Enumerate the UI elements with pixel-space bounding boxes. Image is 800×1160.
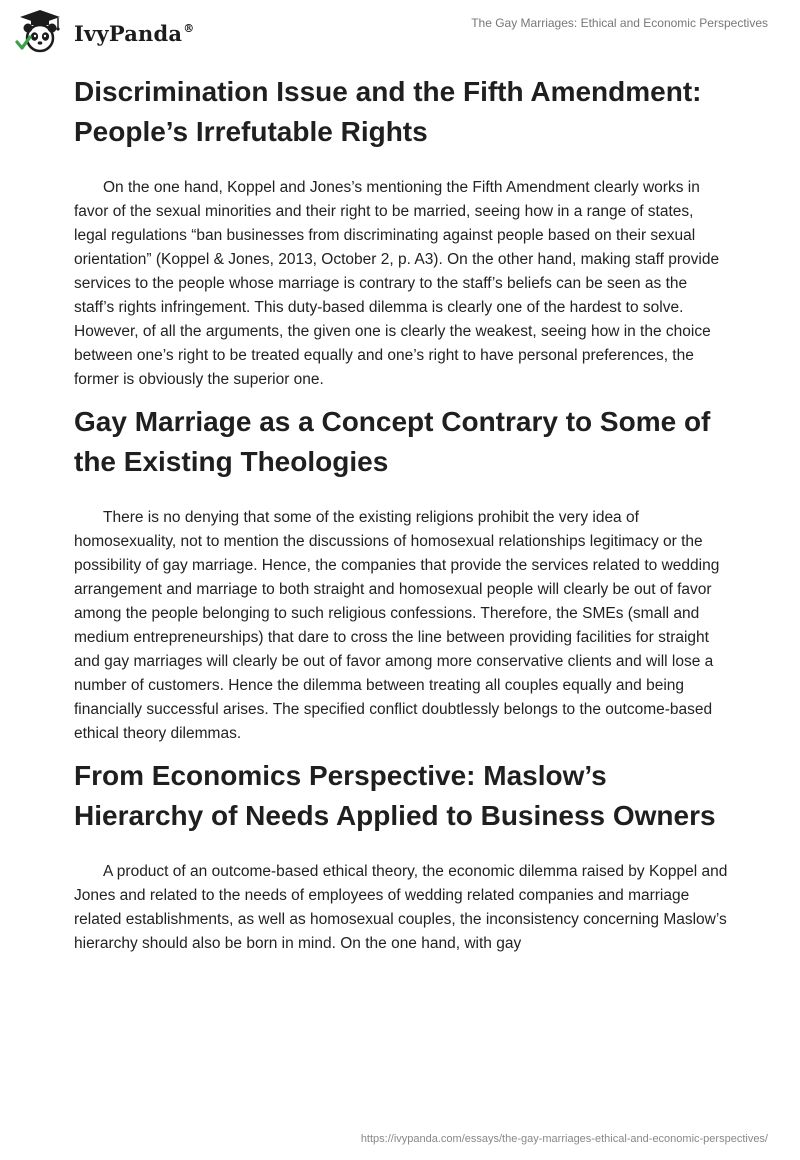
document-title: The Gay Marriages: Ethical and Economic Perspectives [471, 16, 768, 30]
section-paragraph: There is no denying that some of the existing religions prohibit the very idea of homosexuality, not to mention the discussions of homosexual relationships legitimacy or the possibility of gay marriage. Hence, the companies that provide the services related to wedding arrangement and marriage to both straight and homosexual people will clearly be out of favor among the people belonging to such religious confessions. Therefore, the SMEs (small and medium entrepreneurships) that dare to cross the line between providing facilities for straight and gay marriages will clearly be out of favor among more conservative clients and will lose a number of customers. Hence the dilemma between treating all couples equally and being financially successful arises. The specified conflict doubtlessly belongs to the outcome-based ethical theory dilemmas. [74, 509, 720, 742]
section-paragraph: On the one hand, Koppel and Jones’s mentioning the Fifth Amendment clearly works in favor of the sexual minorities and their right to be married, seeing how in a range of states, legal regulations “ban businesses from discriminating against people based on their sexual orientation” (Koppel & Jones, 2013, October 2, p. A3). On the other hand, making staff provide services to the people whose marriage is contrary to the staff’s beliefs can be seen as the staff’s rights infringement. This duty-based dilemma is clearly one of the hardest to solve. However, of all the arguments, the given one is clearly the weakest, seeing how in the choice between one’s right to be treated equally and one’s right to have personal preferences, the former is obviously the superior one. [74, 179, 720, 388]
essay-content [74, 72, 730, 956]
panda-graduate-icon [14, 8, 66, 54]
section-heading: Discrimination Issue and the Fifth Amendment: People’s Irrefutable Rights [74, 76, 702, 147]
brand-name: IvyPanda® [74, 20, 195, 46]
section-paragraph: A product of an outcome-based ethical theory, the economic dilemma raised by Koppel and Jones and related to the needs of employees of wedding related companies and marriage related establishments, as well as homosexual couples, the inconsistency concerning Maslow’s hierarchy should also be born in mind. On the one hand, with gay [74, 863, 728, 952]
section-heading: From Economics Perspective: Maslow’s Hierarchy of Needs Applied to Business Owners [74, 760, 716, 831]
brand-logo[interactable] [14, 8, 194, 54]
page-header [0, 0, 800, 60]
section-heading: Gay Marriage as a Concept Contrary to Some of the Existing Theologies [74, 406, 711, 477]
source-url-link[interactable]: https://ivypanda.com/essays/the-gay-marriages-ethical-and-economic-perspectives/ [360, 1133, 768, 1145]
